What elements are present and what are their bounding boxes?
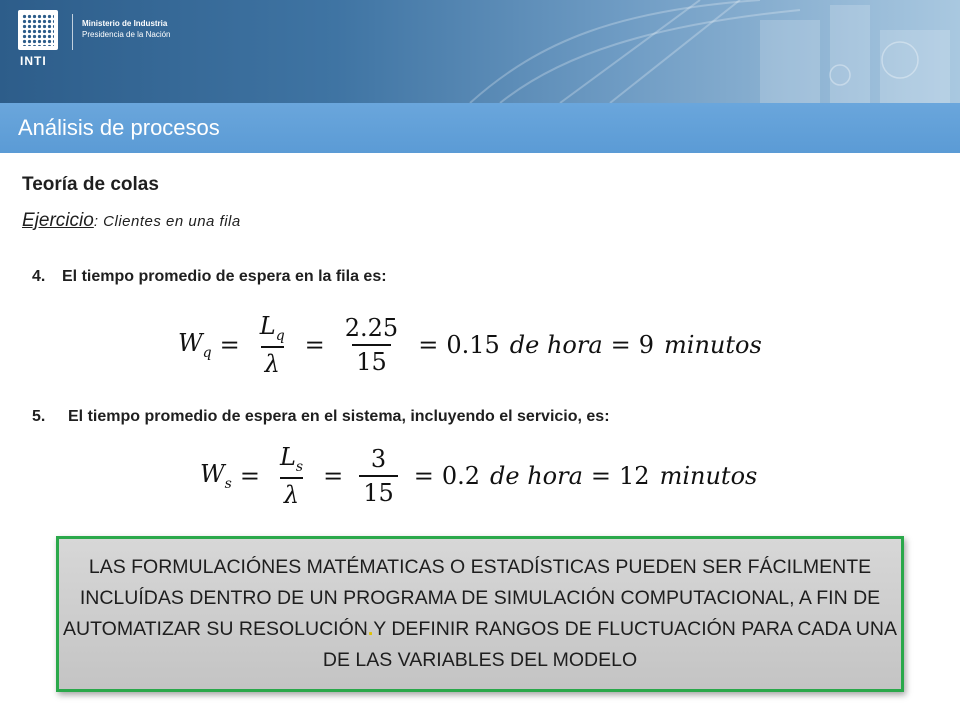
fraction-denominator: 15 — [359, 475, 398, 507]
inti-logo — [18, 10, 58, 50]
exercise-description: : Clientes en una fila — [93, 213, 241, 230]
formula-minutes: 9 — [638, 330, 655, 359]
list-item-number: 5. — [32, 408, 46, 425]
fraction-numerator: 3 — [370, 444, 387, 473]
formula-unit-minutes: minutos — [659, 461, 758, 490]
header-banner — [0, 0, 960, 103]
fraction-numerator: $L_s$ — [279, 443, 304, 475]
ministry-line2: Presidencia de la Nación — [82, 30, 171, 39]
note-text-part1: LAS FORMULACIÓNES MATÉMATICAS O ESTADÍSTICAS PUEDEN SER FÁCILMENTE INCLUÍDAS DENTRO DE UN PROGRAMA DE SIMULACIÓN COMPUTACIONAL, A FIN DE AUTOMATIZAR SU RESOLUCIÓN — [63, 556, 881, 640]
formula-wq — [178, 312, 762, 378]
fraction-values — [341, 314, 402, 376]
list-item-number: 4. — [32, 268, 46, 285]
formula-minutes: 12 — [619, 461, 650, 490]
fraction-denominator: λ — [280, 477, 303, 509]
list-item-4 — [32, 268, 387, 286]
formula-unit-hours: de hora — [509, 330, 603, 359]
note-text — [59, 552, 901, 676]
note-box — [56, 536, 904, 692]
title-bar — [0, 103, 960, 153]
equals-sign: = — [323, 461, 344, 490]
formula-ws — [200, 443, 757, 509]
formula-lhs: $W_q$ — [178, 329, 212, 361]
equals-sign: = — [418, 330, 439, 359]
list-item-5 — [32, 408, 610, 426]
note-text-part2: Y DEFINIR RANGOS DE FLUCTUACIÓN PARA CADA UNA DE LAS VARIABLES DEL MODELO — [322, 618, 897, 671]
equals-sign: = — [219, 330, 240, 359]
fraction-numerator: $L_q$ — [259, 312, 285, 344]
logo-divider — [72, 14, 73, 50]
formula-lhs: $W_s$ — [200, 460, 232, 492]
logo-text: INTI — [20, 54, 47, 68]
exercise-label: Ejercicio — [22, 210, 94, 231]
fraction-denominator: λ — [261, 346, 284, 378]
fraction-ls-lambda — [276, 443, 307, 509]
logo-grid-icon — [22, 14, 54, 46]
fraction-lq-lambda — [256, 312, 289, 378]
equals-sign: = — [590, 461, 612, 490]
fraction-values — [359, 445, 398, 507]
formula-result: 0.15 — [446, 330, 500, 359]
note-dot: . — [367, 618, 374, 640]
fraction-denominator: 15 — [352, 344, 391, 376]
list-item-text: El tiempo promedio de espera en la fila es: — [62, 268, 387, 285]
header-decoration — [0, 0, 960, 103]
equals-sign: = — [413, 461, 434, 490]
section-subtitle: Teoría de colas — [22, 174, 159, 195]
equals-sign: = — [239, 461, 260, 490]
formula-unit-minutes: minutos — [664, 330, 762, 359]
page-title: Análisis de procesos — [18, 115, 220, 140]
fraction-numerator: 2.25 — [344, 313, 399, 342]
formula-unit-hours: de hora — [490, 461, 583, 490]
exercise-heading — [22, 210, 241, 232]
formula-result: 0.2 — [441, 461, 481, 490]
equals-sign: = — [610, 330, 631, 359]
ministry-label — [82, 18, 171, 40]
ministry-line1: Ministerio de Industria — [82, 19, 168, 28]
list-item-text: El tiempo promedio de espera en el sistema, incluyendo el servicio, es: — [68, 408, 610, 425]
equals-sign: = — [304, 330, 325, 359]
